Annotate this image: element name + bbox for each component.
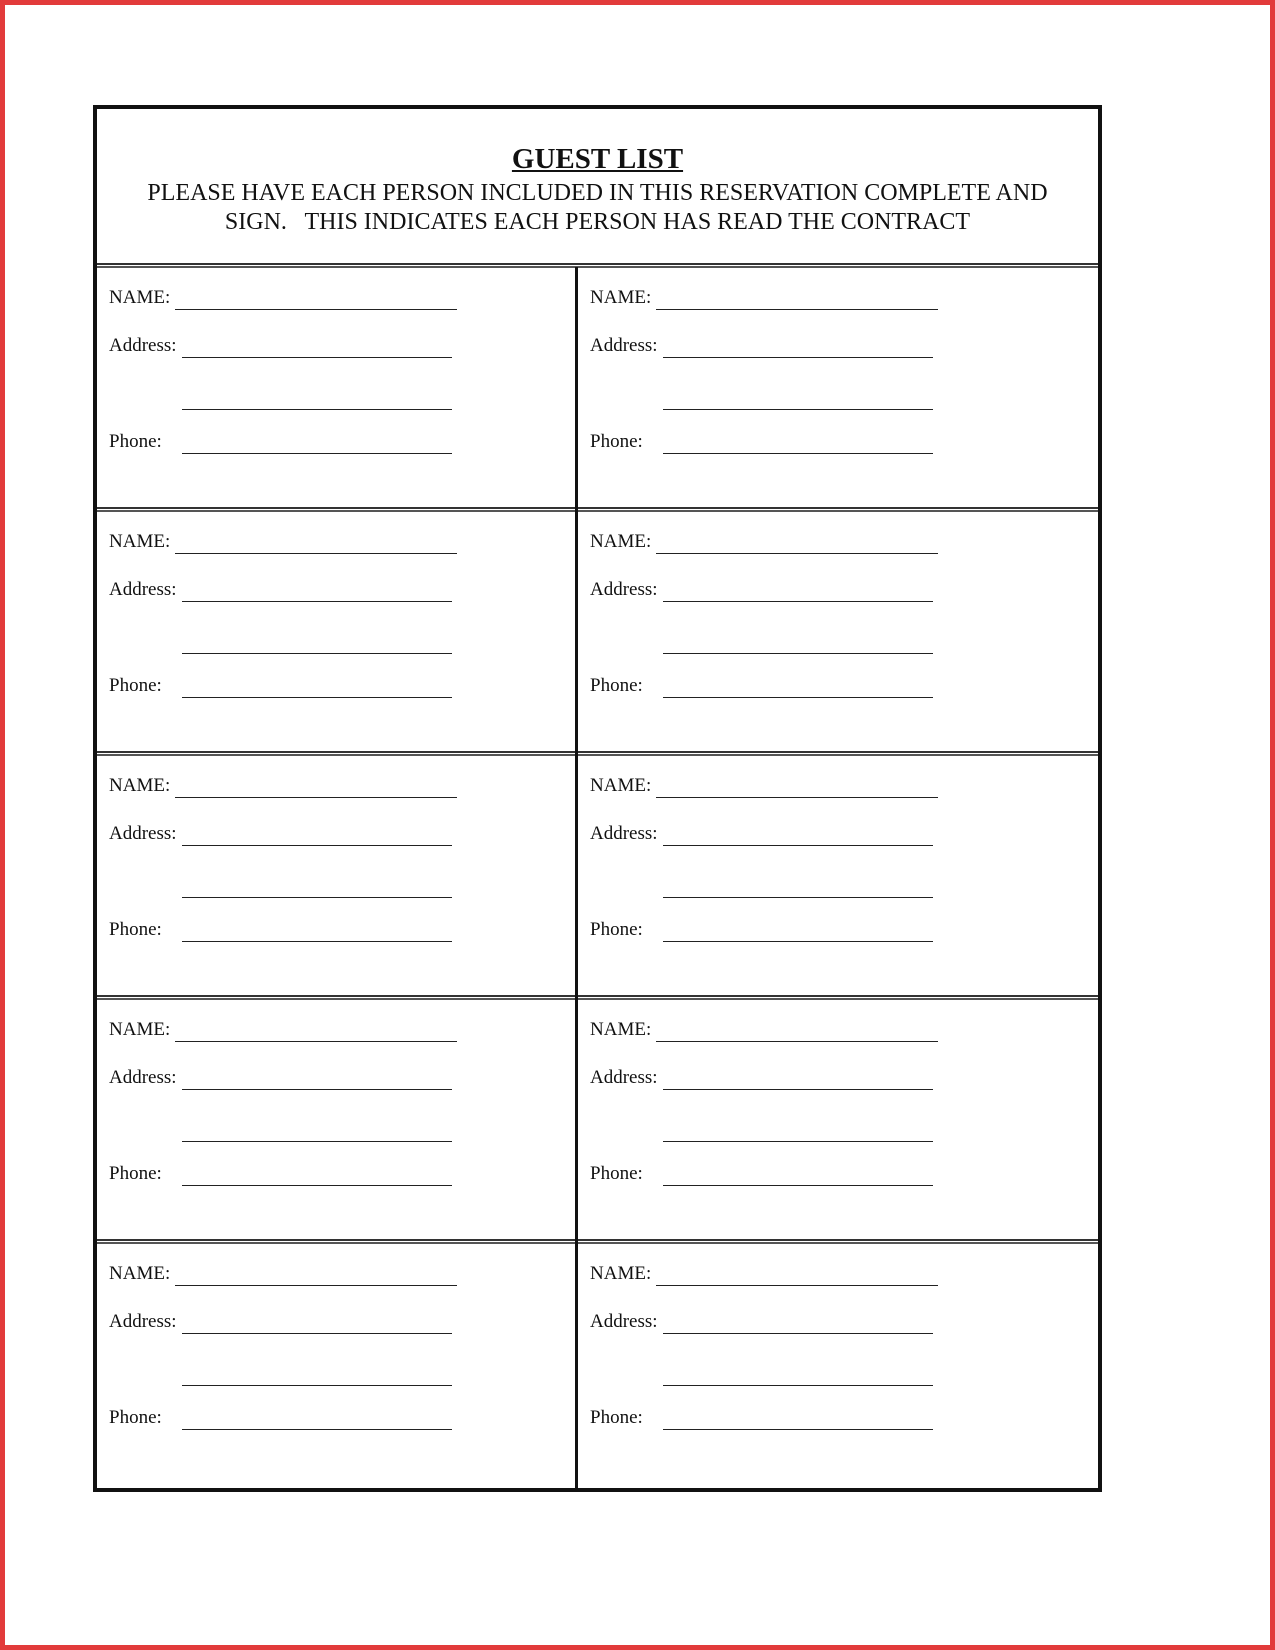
address-field-line-2[interactable] <box>663 409 933 410</box>
address-label: Address: <box>109 1311 177 1332</box>
name-field[interactable] <box>656 1285 938 1286</box>
form-title <box>97 143 1098 176</box>
guest-entry <box>97 267 575 511</box>
phone-label: Phone: <box>590 1163 643 1184</box>
name-field[interactable] <box>175 797 457 798</box>
guest-entry <box>578 755 1056 999</box>
name-label: NAME: <box>109 1263 171 1284</box>
address-label: Address: <box>590 1311 658 1332</box>
phone-label: Phone: <box>109 1163 162 1184</box>
address-label: Address: <box>590 335 658 356</box>
title-text: GUEST LIST <box>511 143 684 175</box>
phone-field[interactable] <box>182 941 452 942</box>
address-field-line-2[interactable] <box>182 1141 452 1142</box>
guest-entry <box>578 267 1056 511</box>
name-label: NAME: <box>590 775 652 796</box>
phone-field[interactable] <box>663 1429 933 1430</box>
address-field-line-2[interactable] <box>182 409 452 410</box>
phone-field[interactable] <box>182 697 452 698</box>
phone-label: Phone: <box>109 431 162 452</box>
address-field-line-2[interactable] <box>663 1385 933 1386</box>
guest-entry <box>578 511 1056 755</box>
address-label: Address: <box>109 1067 177 1088</box>
form-instructions <box>117 179 1078 237</box>
address-label: Address: <box>590 579 658 600</box>
name-label: NAME: <box>590 287 652 308</box>
name-field[interactable] <box>175 1041 457 1042</box>
address-label: Address: <box>590 1067 658 1088</box>
phone-label: Phone: <box>109 675 162 696</box>
address-field[interactable] <box>663 845 933 846</box>
phone-field[interactable] <box>663 697 933 698</box>
name-label: NAME: <box>109 287 171 308</box>
phone-field[interactable] <box>663 1185 933 1186</box>
name-field[interactable] <box>656 553 938 554</box>
phone-field[interactable] <box>182 1429 452 1430</box>
guest-entry <box>97 511 575 755</box>
address-label: Address: <box>590 823 658 844</box>
address-field[interactable] <box>182 601 452 602</box>
address-field-line-2[interactable] <box>663 897 933 898</box>
address-field-line-2[interactable] <box>182 1385 452 1386</box>
phone-label: Phone: <box>109 1407 162 1428</box>
phone-field[interactable] <box>663 941 933 942</box>
name-label: NAME: <box>109 1019 171 1040</box>
address-field[interactable] <box>663 357 933 358</box>
form-header <box>97 109 1098 263</box>
address-field[interactable] <box>182 1089 452 1090</box>
name-field[interactable] <box>175 309 457 310</box>
instructions-line-2: SIGN. THIS INDICATES EACH PERSON HAS READ THE CONTRACT <box>224 209 971 235</box>
phone-field[interactable] <box>663 453 933 454</box>
phone-label: Phone: <box>590 675 643 696</box>
name-field[interactable] <box>175 553 457 554</box>
address-label: Address: <box>109 823 177 844</box>
name-label: NAME: <box>109 775 171 796</box>
name-field[interactable] <box>656 1041 938 1042</box>
address-label: Address: <box>109 335 177 356</box>
address-field-line-2[interactable] <box>663 1141 933 1142</box>
name-field[interactable] <box>656 797 938 798</box>
address-label: Address: <box>109 579 177 600</box>
phone-label: Phone: <box>109 919 162 940</box>
name-label: NAME: <box>590 531 652 552</box>
address-field-line-2[interactable] <box>663 653 933 654</box>
name-label: NAME: <box>590 1019 652 1040</box>
address-field[interactable] <box>663 1333 933 1334</box>
address-field-line-2[interactable] <box>182 653 452 654</box>
name-label: NAME: <box>109 531 171 552</box>
name-field[interactable] <box>656 309 938 310</box>
phone-label: Phone: <box>590 431 643 452</box>
phone-label: Phone: <box>590 919 643 940</box>
address-field[interactable] <box>182 845 452 846</box>
name-field[interactable] <box>175 1285 457 1286</box>
name-label: NAME: <box>590 1263 652 1284</box>
guest-entry <box>578 1243 1056 1487</box>
address-field[interactable] <box>182 1333 452 1334</box>
guest-entry <box>97 1243 575 1487</box>
phone-label: Phone: <box>590 1407 643 1428</box>
guest-entry <box>578 999 1056 1243</box>
address-field[interactable] <box>663 1089 933 1090</box>
instructions-line-1: PLEASE HAVE EACH PERSON INCLUDED IN THIS RESERVATION COMPLETE AND <box>147 180 1048 206</box>
phone-field[interactable] <box>182 453 452 454</box>
guest-list-form <box>93 105 1102 1492</box>
address-field[interactable] <box>182 357 452 358</box>
guest-entry <box>97 999 575 1243</box>
address-field-line-2[interactable] <box>182 897 452 898</box>
address-field[interactable] <box>663 601 933 602</box>
guest-entry <box>97 755 575 999</box>
phone-field[interactable] <box>182 1185 452 1186</box>
